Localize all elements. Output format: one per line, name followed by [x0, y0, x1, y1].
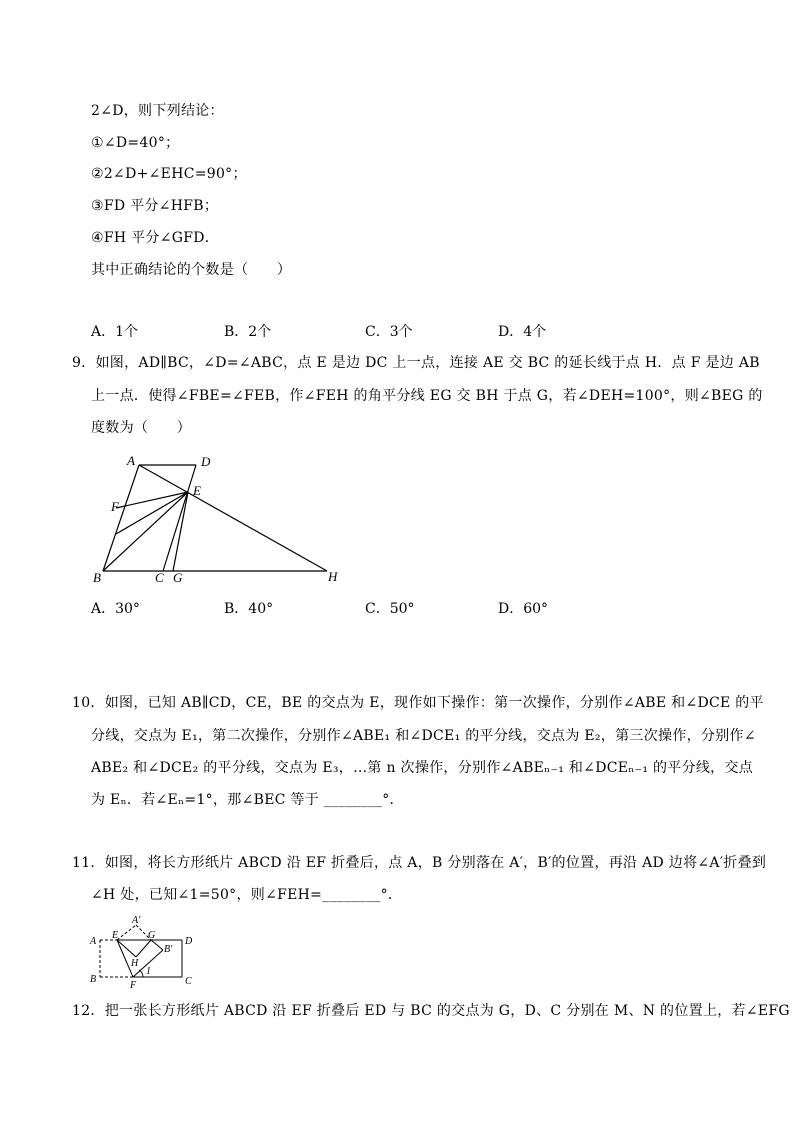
q9-label-g: G: [173, 570, 183, 585]
q8-conclusion-2: ②2∠D+∠EHC=90°；: [91, 166, 247, 182]
q8-intro: 2∠D，则下列结论：: [91, 103, 224, 119]
q9-line-3: 度数为（ ）: [91, 420, 192, 436]
q9-line-2: 上一点．使得∠FBE=∠FEB，作∠FEH 的角平分线 EG 交 BH 于点 G，若∠DEH=100°，则∠BEG 的: [91, 388, 763, 404]
q11-label-a: A: [90, 936, 97, 947]
q9-figure: [85, 448, 355, 588]
q10-line-3: ABE₂ 和∠DCE₂ 的平分线，交点为 E₃，…第 n 次操作，分别作∠ABEₙ₋₁ 和∠DCEₙ₋₁ 的平分线，交点: [91, 760, 754, 776]
q9-label-d: D: [201, 454, 211, 469]
q11-label-b-prime: B′: [164, 944, 173, 955]
q8-option-c: C．3个: [365, 324, 413, 340]
q8-conclusion-4: ④FH 平分∠GFD．: [91, 230, 220, 246]
q9-label-a: A: [127, 453, 135, 468]
q8-conclusion-1: ①∠D=40°；: [91, 135, 180, 151]
q9-line-1: 9．如图，AD∥BC，∠D=∠ABC，点 E 是边 DC 上一点，连接 AE 交 BC 的延长线于点 H．点 F 是边 AB: [72, 355, 760, 371]
q11-label-f: F: [130, 980, 137, 991]
q11-label-e: E: [112, 930, 119, 941]
q11-label-g: G: [148, 930, 156, 941]
q8-option-d: D．4个: [498, 324, 547, 340]
q11-label-a-prime: A′: [132, 915, 141, 926]
q11-figure: [85, 912, 205, 992]
q9-label-e: E: [193, 483, 201, 498]
q9-label-b: B: [93, 570, 101, 585]
q11-label-b: B: [90, 974, 97, 985]
q11-line-1: 11．如图，将长方形纸片 ABCD 沿 EF 折叠后，点 A，B 分别落在 A′，B′的位置，再沿 AD 边将∠A′折叠到: [72, 855, 767, 871]
q8-option-a: A．1个: [91, 324, 139, 340]
q11-label-c: C: [185, 976, 192, 987]
q9-option-a: A．30°: [91, 601, 140, 617]
q8-option-b: B．2个: [224, 324, 272, 340]
q9-label-c: C: [155, 570, 164, 585]
q11-label-one: 1: [146, 966, 151, 977]
q9-option-b: B．40°: [224, 601, 274, 617]
q8-conclusion-3: ③FD 平分∠HFB；: [91, 198, 219, 214]
q10-line-2: 分线，交点为 E₁，第二次操作，分别作∠ABE₁ 和∠DCE₁ 的平分线，交点为 E₂，第三次操作，分别作∠: [91, 728, 756, 744]
q11-label-h: H: [131, 958, 139, 969]
q9-label-f: F: [111, 499, 119, 514]
q10-line-1: 10．如图，已知 AB∥CD，CE，BE 的交点为 E，现作如下操作：第一次操作，分别作∠ABE 和∠DCE 的平: [72, 695, 764, 711]
q10-line-4: 为 Eₙ．若∠Eₙ=1°，那∠BEC 等于 ________°．: [91, 792, 404, 808]
q9-label-h: H: [328, 569, 338, 584]
q12-line-1: 12．把一张长方形纸片 ABCD 沿 EF 折叠后 ED 与 BC 的交点为 G，D、C 分别在 M、N 的位置上，若∠EFG: [72, 1003, 790, 1019]
q9-option-c: C．50°: [365, 601, 415, 617]
q11-line-2: ∠H 处，已知∠1=50°，则∠FEH=________°．: [91, 887, 403, 903]
q8-question: 其中正确结论的个数是（ ）: [91, 262, 292, 278]
q9-option-d: D．60°: [498, 601, 549, 617]
q11-label-d: D: [185, 936, 193, 947]
